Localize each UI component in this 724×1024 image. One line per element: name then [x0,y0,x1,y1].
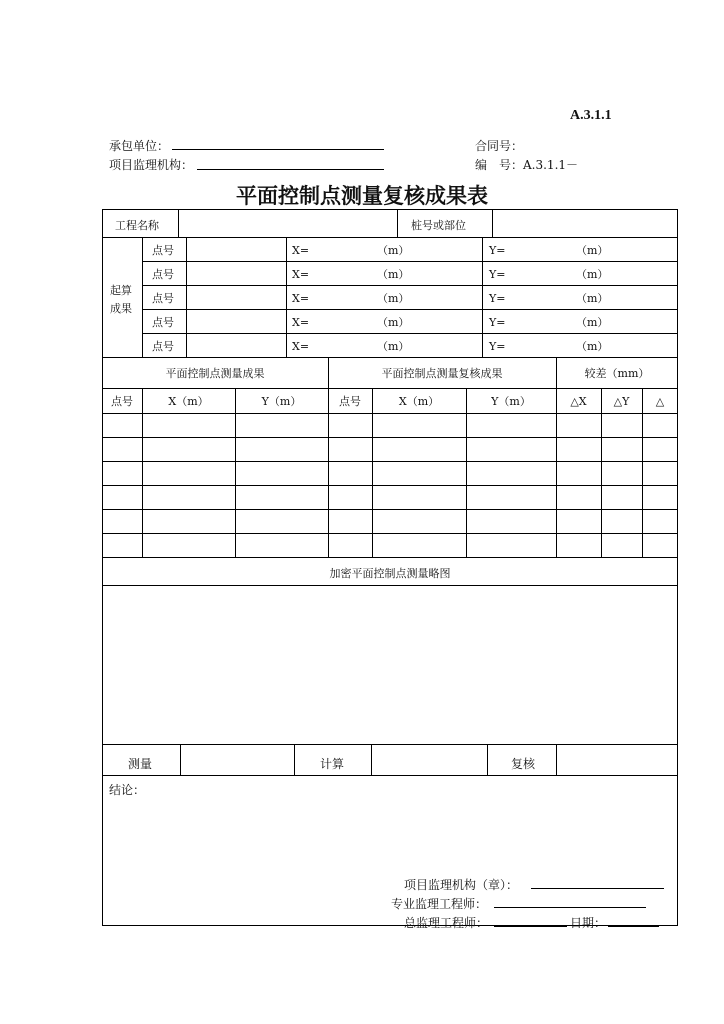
start-y-unit: （m） [576,268,609,281]
start-x-unit: （m） [377,244,410,257]
row-divider [142,333,678,334]
contract-no-label: 合同号： [475,139,524,153]
engineer-field[interactable] [494,907,646,908]
start-x-label: X= [292,340,310,353]
sketch-area[interactable] [103,586,677,743]
col-divider [142,237,143,357]
start-x-unit: （m） [377,340,410,353]
col-header-y-recheck: Y（m） [491,395,531,408]
row-divider [102,509,678,510]
col-divider [556,744,557,775]
start-y-label: Y= [489,316,506,329]
start-x-unit: （m） [377,316,410,329]
col-header-x-recheck: X（m） [398,395,440,408]
start-y-unit: （m） [576,316,609,329]
col-divider [235,388,236,557]
col-divider [286,237,287,357]
start-x-label: X= [292,244,310,257]
col-header-y: Y（m） [261,395,302,408]
row-divider [102,557,678,558]
col-divider [642,388,643,557]
project-name-label: 工程名称 [115,219,159,232]
col-divider [372,388,373,557]
row-divider [102,485,678,486]
engineer-label: 专业监理工程师： [391,897,488,911]
start-y-unit: （m） [576,292,609,305]
col-divider [186,237,187,357]
supervisor-field[interactable] [197,169,384,170]
row-divider [102,357,678,358]
col-divider [466,388,467,557]
start-x-unit: （m） [377,268,410,281]
row-divider [102,533,678,534]
col-header-x: X（m） [168,395,209,408]
start-results-label-2: 成果 [110,302,132,315]
row-divider [102,744,678,745]
col-header-delta: △ [655,395,665,408]
calc-label: 计算 [320,757,345,771]
start-point-label: 点号 [152,292,174,305]
measure-section-header: 平面控制点测量成果 [165,367,265,380]
col-divider [482,237,483,357]
start-y-label: Y= [489,268,506,281]
serial-label: 编 号：A.3.1.1－ [475,158,579,172]
col-header-point-recheck: 点号 [339,395,361,408]
row-divider [102,775,678,776]
start-x-label: X= [292,292,310,305]
supervisor-label: 项目监理机构： [109,158,194,172]
col-header-point: 点号 [111,395,133,408]
col-divider [328,357,329,557]
start-point-label: 点号 [152,244,174,257]
row-divider [142,261,678,262]
date-label: 日期： [570,916,607,930]
row-divider [142,309,678,310]
col-divider [180,744,181,775]
form-code: A.3.1.1 [570,108,612,123]
diff-section-header: 较差（mm） [584,367,650,380]
start-x-label: X= [292,316,310,329]
row-divider [102,413,678,414]
chief-engineer-field[interactable] [494,926,567,927]
col-divider [142,388,143,557]
measure-label: 测量 [128,757,153,771]
col-divider [601,388,602,557]
start-x-unit: （m） [377,292,410,305]
start-point-label: 点号 [152,316,174,329]
contractor-label: 承包单位： [109,139,170,153]
col-divider [397,209,398,237]
col-header-delta-x: △X [570,395,587,408]
row-divider [142,285,678,286]
start-y-label: Y= [489,292,506,305]
row-divider [102,388,678,389]
col-header-delta-y: △Y [613,395,630,408]
recheck-section-header: 平面控制点测量复核成果 [381,367,503,380]
conclusion-label: 结论： [109,783,146,797]
start-y-unit: （m） [576,340,609,353]
start-point-label: 点号 [152,340,174,353]
row-divider [102,237,678,238]
col-divider [178,209,179,237]
col-divider [556,357,557,557]
col-divider [492,209,493,237]
col-divider [487,744,488,775]
org-seal-field[interactable] [531,888,664,889]
col-divider [371,744,372,775]
start-results-label-1: 起算 [110,284,132,297]
row-divider [102,461,678,462]
start-point-label: 点号 [152,268,174,281]
check-label: 复核 [511,757,536,771]
start-x-label: X= [292,268,310,281]
date-field[interactable] [608,926,659,927]
chief-engineer-label: 总监理工程师： [404,916,489,930]
contractor-field[interactable] [172,149,384,150]
org-seal-label: 项目监理机构（章）： [404,878,519,892]
start-y-label: Y= [489,340,506,353]
row-divider [102,437,678,438]
page-title: 平面控制点测量复核成果表 [236,184,488,208]
sketch-label: 加密平面控制点测量略图 [329,567,451,580]
start-y-unit: （m） [576,244,609,257]
start-y-label: Y= [489,244,506,257]
station-label: 桩号或部位 [411,219,466,232]
col-divider [294,744,295,775]
